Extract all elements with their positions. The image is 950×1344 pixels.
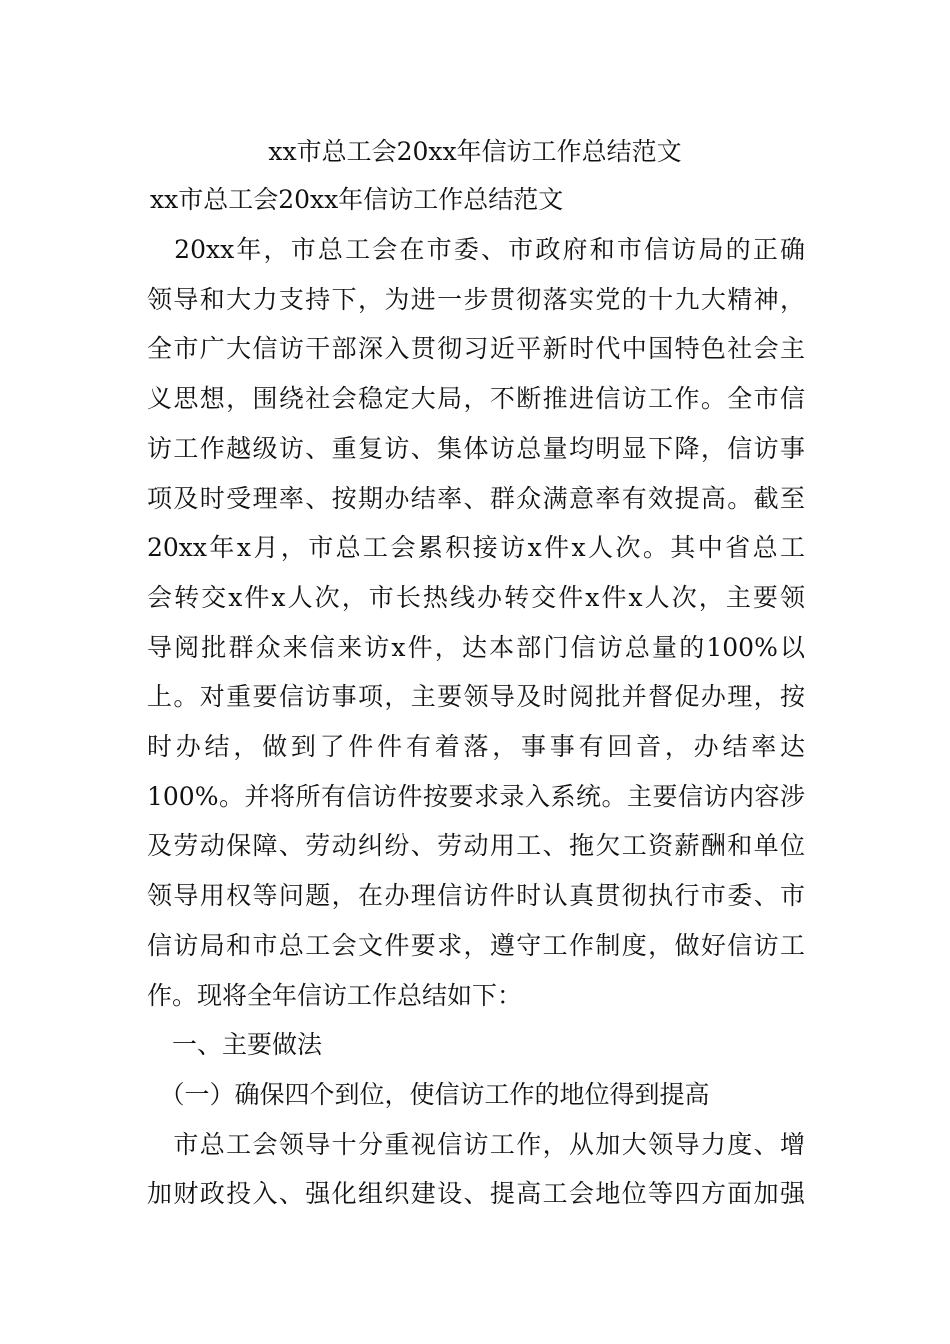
paragraph-line: 项及时受理率、按期办结率、群众满意率有效提高。截至 [147, 483, 805, 513]
paragraph-line: 领导用权等问题，在办理信访件时认真贯彻执行市委、市 [147, 881, 805, 911]
paragraph-line: 加财政投入、强化组织建设、提高工会地位等四方面加强 [147, 1179, 805, 1209]
paragraph-line: （一）确保四个到位，使信访工作的地位得到提高 [147, 1079, 710, 1109]
paragraph-line: 导阅批群众来信来访x件，达本部门信访总量的100%以 [147, 632, 805, 662]
paragraph-line: 义思想，围绕社会稳定大局，不断推进信访工作。全市信 [147, 384, 805, 414]
paragraph-line: 市总工会领导十分重视信访工作，从加大领导力度、增 [147, 1129, 805, 1159]
document-subtitle: xx市总工会20xx年信访工作总结范文 [150, 185, 564, 214]
paragraph-line: 上。对重要信访事项，主要领导及时阅批并督促办理，按 [147, 682, 805, 712]
paragraph-line: 全市广大信访干部深入贯彻习近平新时代中国特色社会主 [147, 334, 805, 364]
paragraph-line: 会转交x件x人次，市长热线办转交件x件x人次，主要领 [147, 582, 805, 612]
paragraph-line: 时办结，做到了件件有着落，事事有回音，办结率达 [147, 732, 805, 761]
paragraph-line: 作。现将全年信访工作总结如下： [147, 980, 523, 1010]
paragraph-line: 及劳动保障、劳动纠纷、劳动用工、拖欠工资薪酬和单位 [147, 831, 805, 861]
paragraph-line: 信访局和市总工会文件要求，遵守工作制度，做好信访工 [147, 930, 805, 960]
paragraph-line: 访工作越级访、重复访、集体访总量均明显下降，信访事 [147, 433, 805, 463]
document-title: xx市总工会20xx年信访工作总结范文 [268, 137, 682, 166]
paragraph-line: 领导和大力支持下，为进一步贯彻落实党的十九大精神， [147, 284, 805, 314]
paragraph-line: 20xx年x月，市总工会累积接访x件x人次。其中省总工 [147, 533, 805, 563]
paragraph-line: 20xx年，市总工会在市委、市政府和市信访局的正确 [147, 235, 805, 264]
paragraph-line: 100%。并将所有信访件按要求录入系统。主要信访内容涉 [147, 781, 805, 811]
paragraph-line: 一、主要做法 [147, 1030, 323, 1060]
